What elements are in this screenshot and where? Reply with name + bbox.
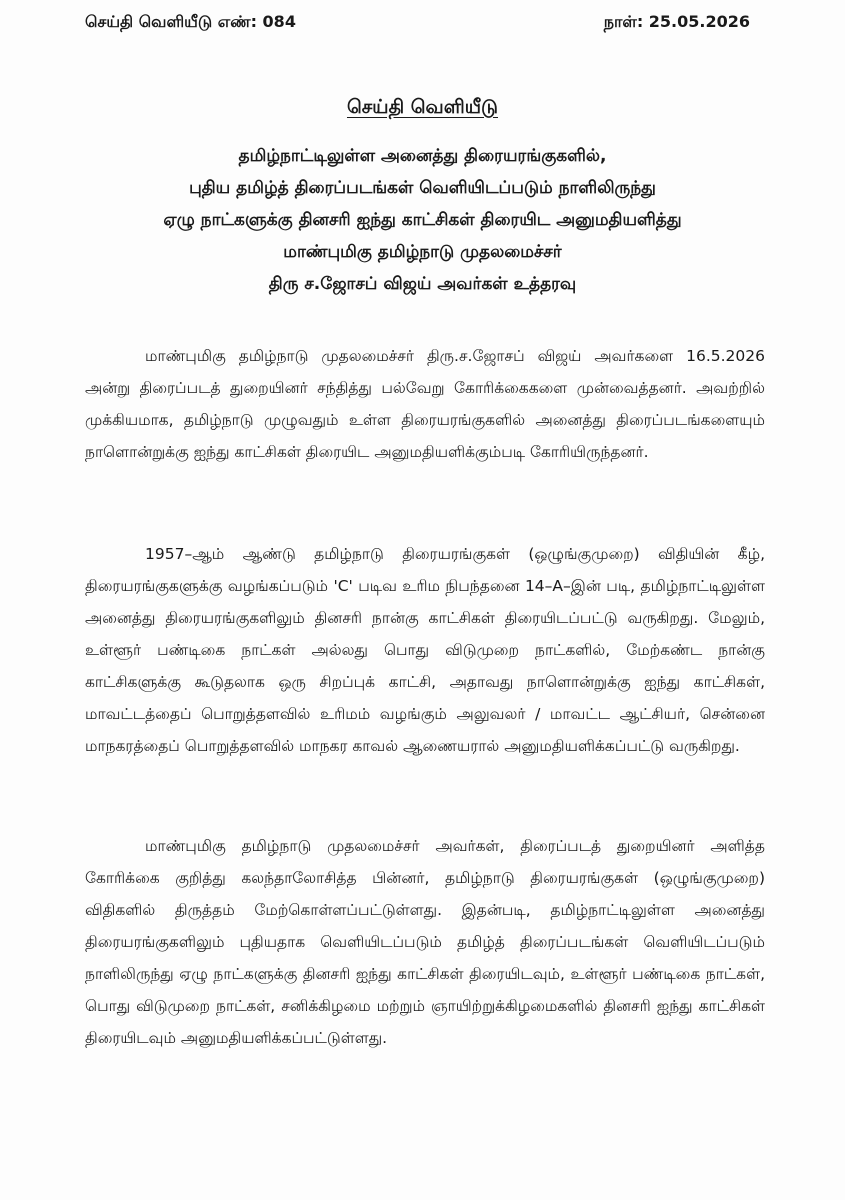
headline-line: மாண்புமிகு தமிழ்நாடு முதலமைச்சர் [283,242,562,262]
release-number: செய்தி வெளியீடு எண்: 084 [85,12,296,31]
body-paragraph: மாண்புமிகு தமிழ்நாடு முதலமைச்சர் திரு.ச.ஜோசப் விஜய் அவர்களை 16.5.2026 அன்று திரைப்படத் துறையினர் சந்தித்து பல்வேறு கோரிக்கைகளை முன்வைத்தனர். அவற்றில் முக்கியமாக, தமிழ்நாடு முழுவதும் உள்ள திரையரங்குகளில் அனைத்து திரைப்படங்களையும் நாளொன்றுக்கு ஐந்து காட்சிகள் திரையிட அனுமதியளிக்கும்படி கோரியிருந்தனர். [85,347,765,461]
document-title: செய்தி வெளியீடு [346,96,498,118]
document-header [85,12,750,33]
headline-line: ஏழு நாட்களுக்கு தினசரி ஐந்து காட்சிகள் திரையிட அனுமதியளித்து [163,210,682,230]
headline-line: புதிய தமிழ்த் திரைப்படங்கள் வெளியிடப்படும் நாளிலிருந்து [189,178,656,198]
release-date: நாள்: 25.05.2026 [603,12,750,31]
body-paragraph: மாண்புமிகு தமிழ்நாடு முதலமைச்சர் அவர்கள், திரைப்படத் துறையினர் அளித்த கோரிக்கை குறித்து கலந்தாலோசித்த பின்னர், தமிழ்நாடு திரையரங்குகள் (ஒழுங்குமுறை) விதிகளில் திருத்தம் மேற்கொள்ளப்பட்டுள்ளது. இதன்படி, தமிழ்நாட்டிலுள்ள அனைத்து திரையரங்குகளிலும் புதியதாக வெளியிடப்படும் தமிழ்த் திரைப்படங்கள் வெளியிடப்படும் நாளிலிருந்து ஏழு நாட்களுக்கு தினசரி ஐந்து காட்சிகள் திரையிடவும், உள்ளூர் பண்டிகை நாட்கள், பொது விடுமுறை நாட்கள், சனிக்கிழமை மற்றும் ஞாயிற்றுக்கிழமைகளில் தினசரி ஐந்து காட்சிகள் திரையிடவும் அனுமதியளிக்கப்பட்டுள்ளது. [85,837,765,1047]
headline-line: திரு ச.ஜோசப் விஜய் அவர்கள் உத்தரவு [268,274,577,294]
headline [60,140,785,300]
headline-line: தமிழ்நாட்டிலுள்ள அனைத்து திரையரங்குகளில், [238,146,607,166]
body-paragraph: 1957–ஆம் ஆண்டு தமிழ்நாடு திரையரங்குகள் (ஒழுங்குமுறை) விதியின் கீழ், திரையரங்குகளுக்கு வழங்கப்படும் 'C' படிவ உரிம நிபந்தனை 14–A–இன் படி, தமிழ்நாட்டிலுள்ள அனைத்து திரையரங்குகளிலும் தினசரி நான்கு காட்சிகள் திரையிடப்பட்டு வருகிறது. மேலும், உள்ளூர் பண்டிகை நாட்கள் அல்லது பொது விடுமுறை நாட்களில், மேற்கண்ட நான்கு காட்சிகளுக்கு கூடுதலாக ஒரு சிறப்புக் காட்சி, அதாவது நாளொன்றுக்கு ஐந்து காட்சிகள், மாவட்டத்தைப் பொறுத்தளவில் உரிமம் வழங்கும் அலுவலர் / மாவட்ட ஆட்சியர், சென்னை மாநகரத்தைப் பொறுத்தளவில் மாநகர காவல் ஆணையரால் அனுமதியளிக்கப்பட்டு வருகிறது. [85,545,765,755]
